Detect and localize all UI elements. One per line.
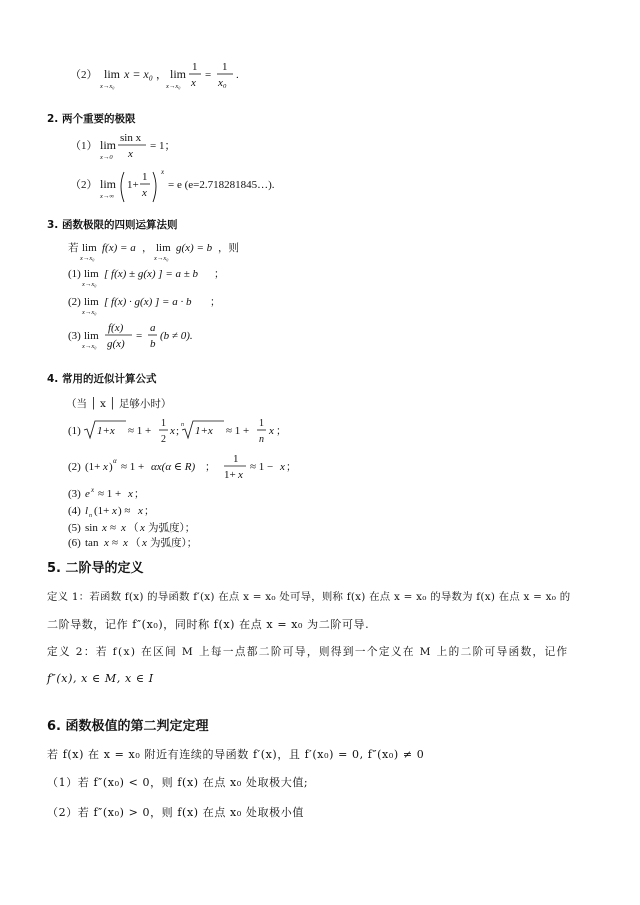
svg-text:x→0: x→0 (100, 154, 113, 161)
svg-text:；: ； (144, 505, 155, 517)
limit-quotient-rule (68, 318, 308, 358)
svg-text:αx(α ∈ R): αx(α ∈ R) (151, 461, 196, 473)
svg-text:；: ； (214, 268, 225, 280)
svg-text:) ≈: ) ≈ (118, 505, 131, 517)
svg-text:b: b (150, 338, 156, 350)
svg-text:(5): (5) (68, 522, 81, 534)
svg-text:x→x₀: x→x₀ (80, 255, 95, 262)
svg-text:（: （ (130, 537, 141, 549)
svg-text:n: n (181, 422, 184, 428)
svg-text:x: x (121, 522, 126, 534)
svg-text:lim: lim (82, 242, 97, 254)
svg-text:，则: ，则 (218, 242, 239, 254)
svg-text:(6): (6) (68, 537, 81, 549)
sinx-over-x-limit-formula (70, 130, 270, 168)
svg-text:≈ 1 +: ≈ 1 + (98, 488, 122, 500)
svg-text:(2): (2) (68, 461, 81, 473)
svg-text:f(x) = a: f(x) = a (102, 242, 136, 254)
svg-text:sin x: sin x (120, 132, 142, 144)
svg-text:≈ 1 +: ≈ 1 + (121, 461, 145, 473)
svg-text:=: = (205, 69, 212, 81)
svg-text:lim: lim (170, 67, 187, 81)
svg-text:lim: lim (100, 138, 117, 152)
svg-text:x→∞: x→∞ (100, 193, 115, 200)
svg-text:为弧度）；: 为弧度）； (150, 537, 198, 549)
svg-text:1+: 1+ (224, 469, 236, 481)
svg-text:[ f(x) ± g(x) ] = a ± b: [ f(x) ± g(x) ] = a ± b (104, 268, 199, 280)
euler-number-limit-formula (70, 166, 330, 210)
svg-text:g(x): g(x) (107, 338, 125, 350)
binomial-approximation (68, 450, 388, 488)
svg-text:1+x: 1+x (195, 425, 213, 437)
svg-text:x: x (191, 77, 196, 89)
exp-approximation (68, 484, 268, 502)
svg-text:1: 1 (222, 61, 228, 73)
svg-text:(1+: (1+ (94, 505, 110, 517)
svg-text:sin: sin (85, 522, 98, 534)
svg-text:[ f(x) · g(x) ] = a · b: [ f(x) · g(x) ] = a · b (104, 296, 192, 308)
svg-text:x: x (102, 522, 107, 534)
svg-text:x: x (123, 537, 128, 549)
svg-text:): ) (109, 461, 113, 473)
svg-text:x₀: x₀ (218, 77, 227, 89)
svg-text:lim: lim (84, 296, 99, 308)
svg-text:x: x (104, 537, 109, 549)
svg-text:≈: ≈ (110, 522, 117, 534)
svg-text:=: = (136, 330, 143, 342)
theorem-condition: 若 f(x) 在 x = x₀ 附近有连续的导函数 f′(x)，且 f′(x₀) = 0, f″(x₀) ≠ 0 (47, 748, 425, 761)
svg-text:x→x₀: x→x₀ (82, 281, 97, 288)
section-5-title: 5. 二阶导的定义 (47, 561, 144, 576)
svg-text:.: . (236, 69, 239, 81)
svg-text:1+x: 1+x (97, 425, 115, 437)
section-3-title: 3. 函数极限的四则运算法则 (47, 219, 178, 231)
tan-approximation (68, 533, 288, 551)
limit-sum-rule (68, 263, 308, 291)
svg-text:，: ， (142, 242, 153, 254)
definition-1-line-1: 定义 1：若函数 f(x) 的导函数 f′(x) 在点 x = x₀ 处可导，则称 f(x) 在点 x = x₀ 的导数为 f(x) 在点 x = x₀ 的 (47, 591, 571, 603)
svg-text:x→x₀: x→x₀ (82, 309, 97, 316)
section-2-title: 2. 两个重要的极限 (47, 113, 136, 125)
svg-text:（1）: （1） (70, 140, 98, 152)
svg-text:(2): (2) (68, 296, 81, 308)
log-approximation (68, 501, 268, 519)
svg-text:x→x₀: x→x₀ (154, 255, 169, 262)
svg-text:lim: lim (84, 330, 99, 342)
svg-text:lim: lim (84, 268, 99, 280)
svg-text:≈ 1 +: ≈ 1 + (226, 425, 250, 437)
approx-condition: （当 │ x │ 足够小时） (66, 398, 172, 410)
svg-text:(1+: (1+ (85, 461, 101, 473)
svg-text:(3): (3) (68, 330, 81, 342)
svg-text:；: ； (210, 296, 221, 308)
svg-text:(4): (4) (68, 505, 81, 517)
svg-text:x: x (238, 469, 243, 481)
svg-text:1: 1 (161, 418, 166, 429)
svg-text:n: n (89, 513, 92, 519)
svg-text:；: ； (276, 425, 287, 437)
svg-text:为弧度）；: 为弧度）； (148, 522, 196, 534)
svg-text:x: x (170, 425, 175, 437)
svg-text:lim: lim (100, 177, 117, 191)
svg-text:，: ， (156, 69, 167, 81)
svg-text:（2）: （2） (70, 69, 98, 81)
svg-text:x: x (128, 488, 133, 500)
svg-text:；: ； (286, 461, 297, 473)
svg-text:x: x (128, 148, 133, 160)
svg-text:a: a (150, 322, 156, 334)
svg-text:x: x (140, 522, 145, 534)
svg-text:x: x (269, 425, 274, 437)
svg-text:；: ； (205, 461, 216, 473)
svg-text:lim: lim (104, 67, 121, 81)
svg-text:x: x (142, 187, 147, 199)
svg-text:tan: tan (85, 537, 99, 549)
svg-text:(1): (1) (68, 268, 81, 280)
svg-text:x: x (138, 505, 143, 517)
svg-text:1: 1 (259, 418, 264, 429)
svg-text:x→x₀: x→x₀ (166, 83, 181, 90)
svg-text:≈ 1 −: ≈ 1 − (250, 461, 274, 473)
section-4-title: 4. 常用的近似计算公式 (47, 373, 157, 385)
svg-text:（2）: （2） (70, 179, 98, 191)
svg-text:x: x (280, 461, 285, 473)
svg-text:2: 2 (161, 434, 166, 445)
svg-text:g(x) = b: g(x) = b (176, 242, 213, 254)
svg-text:x: x (142, 537, 147, 549)
svg-text:≈ 1 +: ≈ 1 + (128, 425, 152, 437)
svg-text:x: x (161, 168, 165, 176)
svg-text:1: 1 (233, 453, 239, 465)
svg-text:x→x₀: x→x₀ (100, 83, 115, 90)
limit-condition (68, 238, 308, 264)
svg-text:1+: 1+ (127, 179, 139, 191)
theorem-case-2: （2）若 f″(x₀) > 0，则 f(x) 在点 x₀ 处取极小值 (47, 806, 304, 819)
svg-text:n: n (259, 434, 264, 445)
svg-text:x→x₀: x→x₀ (82, 343, 97, 350)
svg-text:x = x₀: x = x₀ (124, 67, 153, 81)
svg-text:α: α (113, 457, 117, 465)
svg-text:≈: ≈ (112, 537, 119, 549)
svg-text:lim: lim (156, 242, 171, 254)
limit-identity-formula (70, 56, 270, 100)
svg-text:e: e (85, 488, 90, 500)
definition-2-line-2: f″(x), x ∈ M, x ∈ I (47, 672, 154, 685)
svg-text:l: l (85, 505, 89, 517)
svg-text:(3): (3) (68, 488, 81, 500)
section-6-title: 6. 函数极值的第二判定定理 (47, 719, 209, 734)
svg-text:= 1；: = 1； (150, 140, 176, 152)
svg-text:(1): (1) (68, 425, 81, 437)
svg-text:(b ≠ 0).: (b ≠ 0). (160, 330, 193, 342)
svg-text:x: x (112, 505, 117, 517)
definition-1-line-2: 二阶导数，记作 f″(x₀)，同时称 f(x) 在点 x = x₀ 为二阶可导. (47, 618, 370, 631)
svg-text:x: x (91, 486, 95, 494)
svg-text:;: ; (176, 425, 180, 437)
svg-text:（: （ (128, 522, 139, 534)
theorem-case-1: （1）若 f″(x₀) < 0，则 f(x) 在点 x₀ 处取极大值; (47, 776, 309, 789)
svg-text:= e (e=2.718281845…).: = e (e=2.718281845…). (168, 179, 275, 191)
svg-text:1: 1 (192, 61, 198, 73)
svg-text:x: x (103, 461, 108, 473)
svg-text:f(x): f(x) (108, 322, 124, 334)
svg-text:1: 1 (142, 171, 148, 183)
svg-text:；: ； (134, 488, 145, 500)
definition-2-line-1: 定义 2：若 f(x) 在区间 M 上每一点都二阶可导，则得到一个定义在 M 上的二阶可导函数，记作 (47, 646, 569, 658)
svg-text:若: 若 (68, 242, 79, 254)
sqrt-approximation (68, 413, 368, 451)
limit-product-rule (68, 291, 308, 319)
